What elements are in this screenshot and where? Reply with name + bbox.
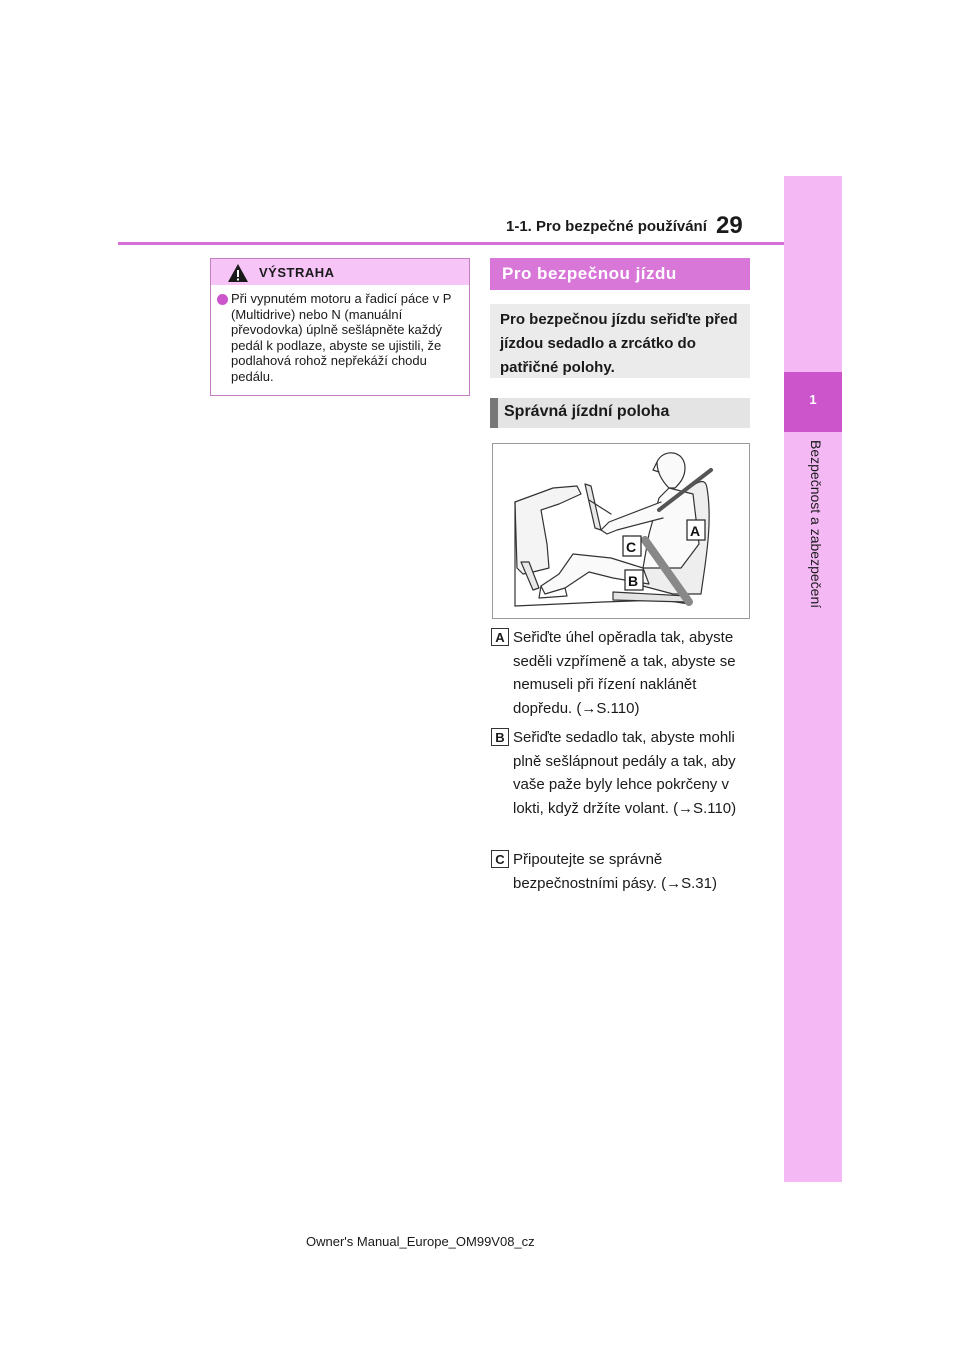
item-text: Připoutejte se správně bezpečnostními pásy. (→S.31) (513, 851, 717, 892)
warning-header (211, 259, 469, 285)
sub-heading-bar (490, 398, 750, 428)
section-title: 1-1. Pro bezpečné používání (506, 218, 707, 235)
warning-triangle-icon (227, 263, 249, 283)
figure-label-b: B (628, 573, 639, 589)
chapter-side-tab (784, 176, 842, 1182)
item-marker: B (491, 728, 509, 746)
sub-heading: Správná jízdní poloha (504, 403, 670, 420)
sub-heading-accent (490, 398, 498, 428)
warning-text: Při vypnutém motoru a řadicí páce v P (Multidrive) nebo N (manuální převodovka) úplně sešlápněte každý pedál k podlaze, abyste se ujistili, že podlahová rohož nepřekáží chodu pedálu. (231, 291, 452, 384)
item-marker: C (491, 850, 509, 868)
bullet-icon (217, 294, 228, 305)
driver-illustration (493, 444, 749, 618)
figure-label-c: C (626, 539, 637, 555)
footer-text: Owner's Manual_Europe_OM99V08_cz (306, 1234, 535, 1249)
item-marker: A (491, 628, 509, 646)
intro-box (490, 304, 750, 378)
item-text: Seřiďte úhel opěradla tak, abyste seděli vzpřímeně a tak, abyste se nemuseli při řízení naklánět dopředu. (→S.110) (513, 629, 736, 717)
chapter-number: 1 (809, 392, 817, 407)
chapter-title: Bezpečnost a zabezpečení (808, 440, 824, 609)
warning-box (210, 258, 470, 396)
driving-position-figure (492, 443, 750, 619)
item-text: Seřiďte sedadlo tak, abyste mohli plně sešlápnout pedály a tak, aby vaše paže byly lehce pokrčeny v lokti, když držíte volant. (→S.110) (513, 729, 737, 817)
figure-label-a: A (690, 523, 701, 539)
main-heading-bar (490, 258, 750, 290)
header-rule (118, 242, 784, 245)
warning-title: VÝSTRAHA (259, 265, 335, 280)
intro-text: Pro bezpečnou jízdu seřiďte před jízdou sedadlo a zrcátko do patřičné polohy. (500, 311, 738, 376)
page-number: 29 (716, 212, 743, 239)
main-heading: Pro bezpečnou jízdu (502, 264, 677, 283)
